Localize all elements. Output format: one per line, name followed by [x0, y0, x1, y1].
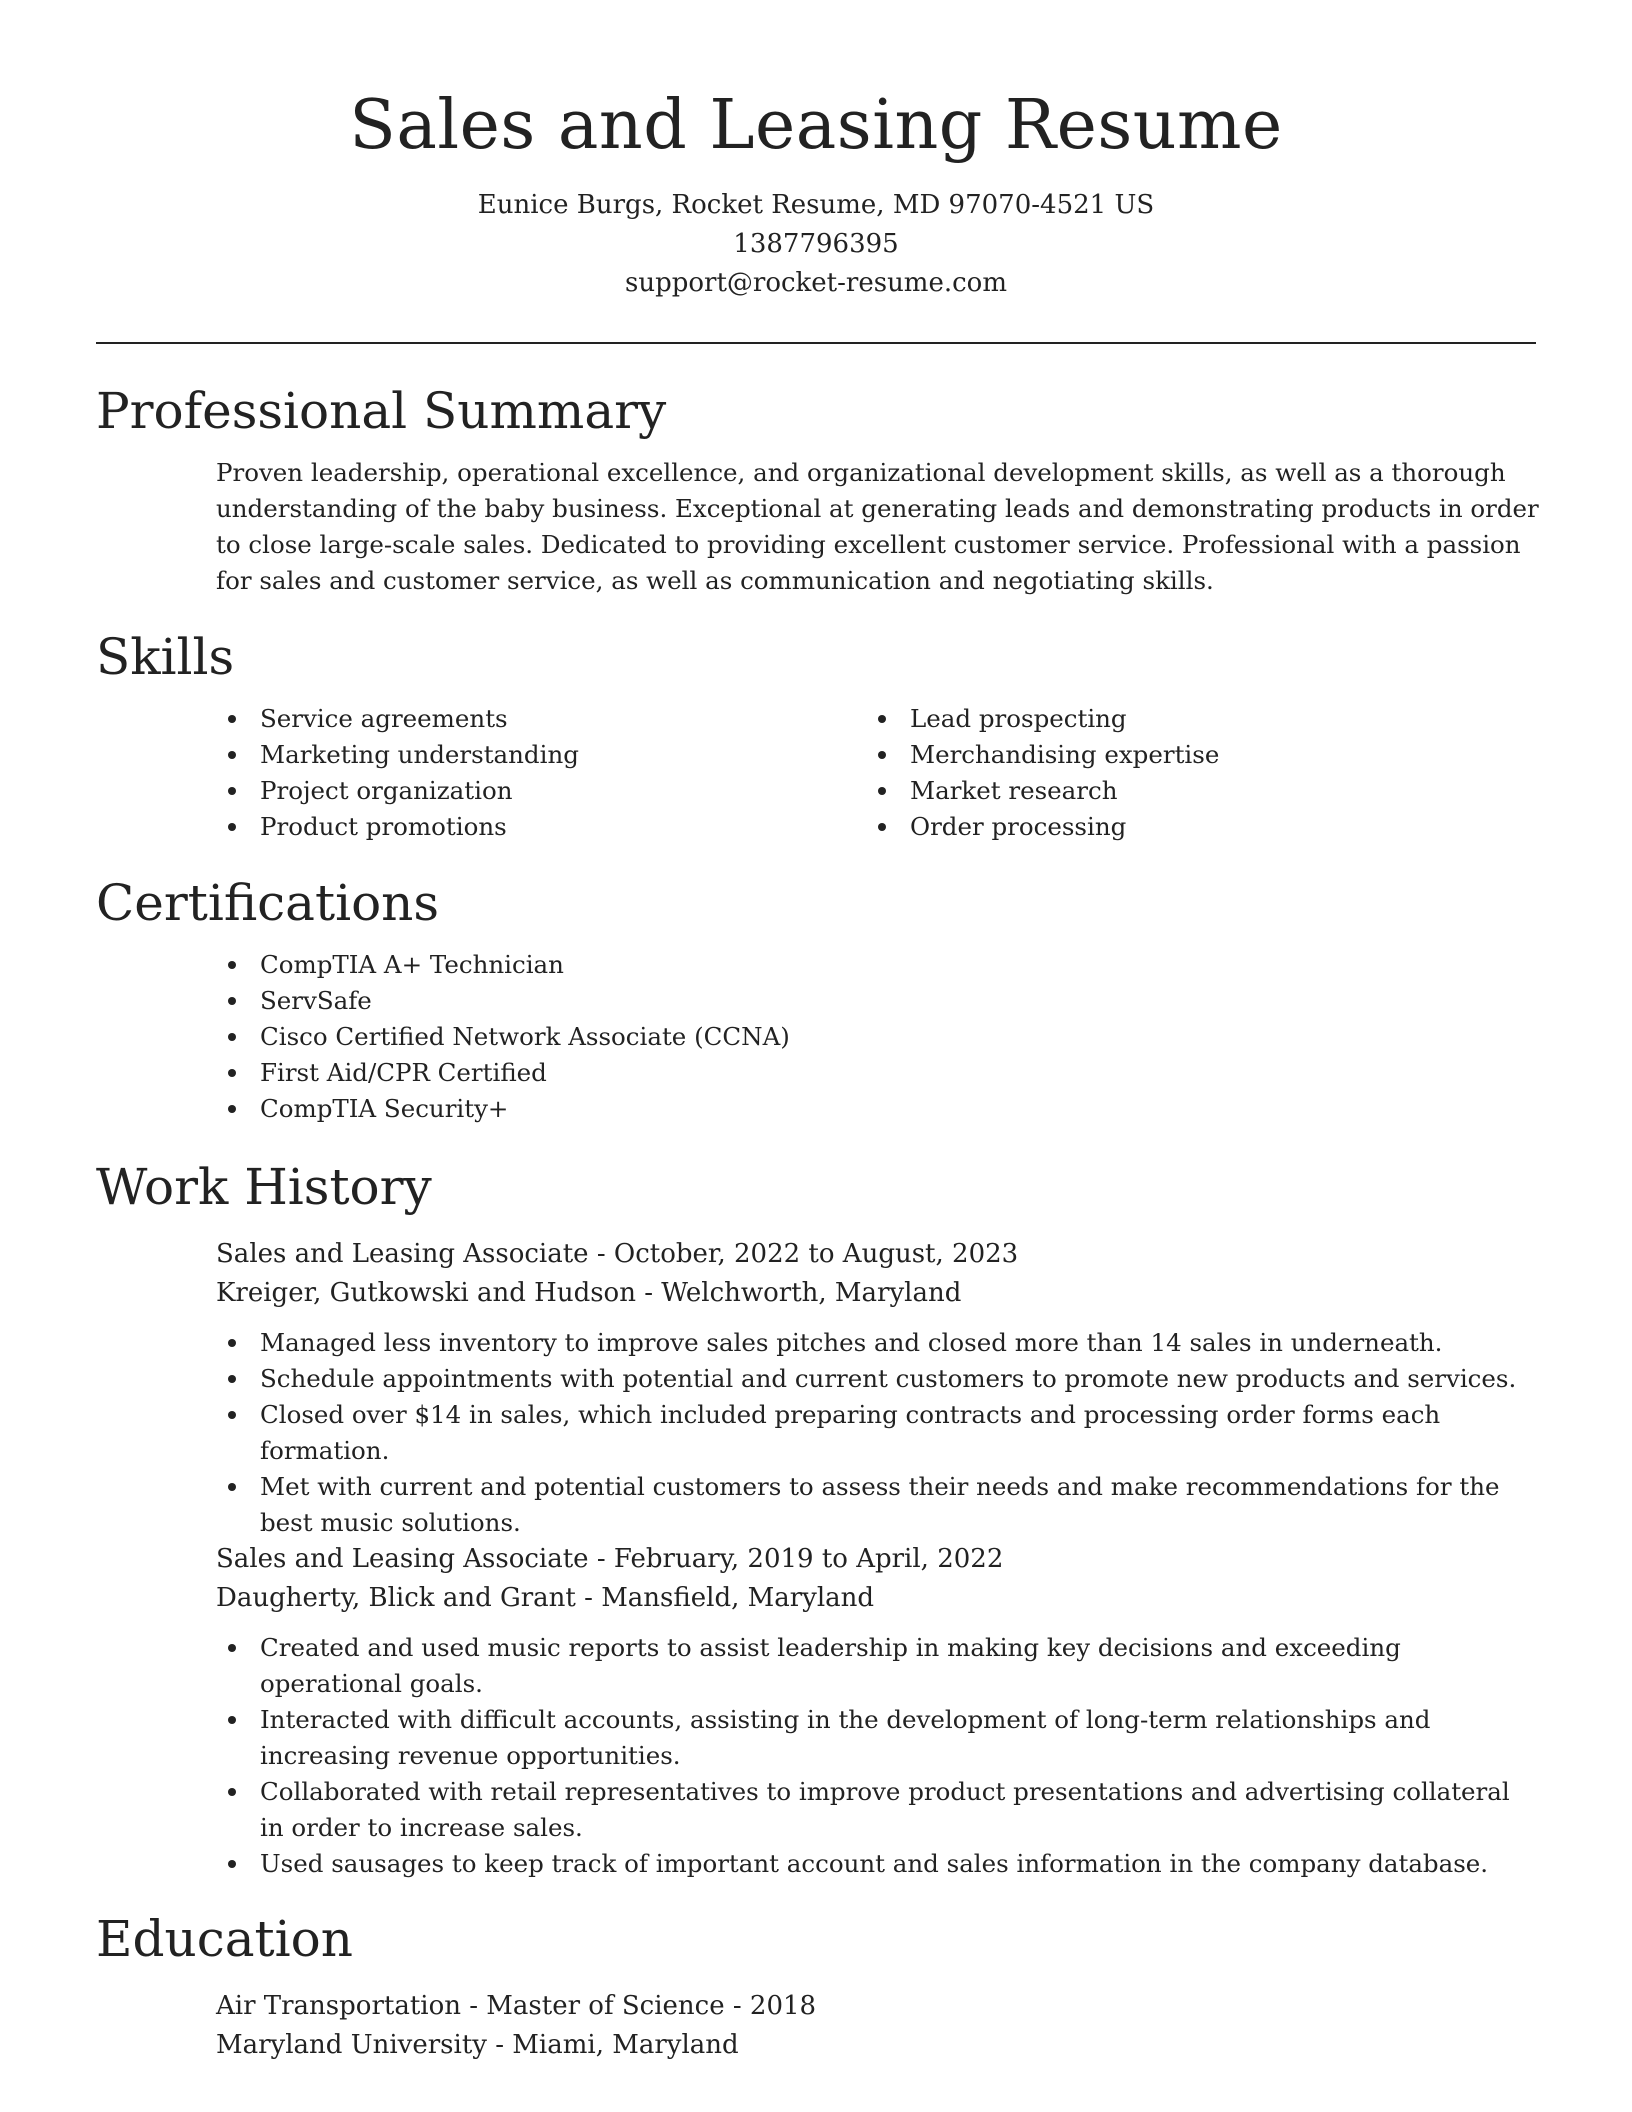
resume-title: Sales and Leasing Resume	[349, 86, 1283, 165]
skill-item: Market research	[866, 773, 1516, 809]
job-duty: Met with current and potential customers to assess their needs and make recommendations for the best music solutions.	[216, 1469, 1536, 1541]
job-company-line: Daugherty, Blick and Grant - Mansfield, Maryland	[216, 1583, 875, 1613]
certification-item: ServSafe	[216, 983, 1536, 1019]
skill-item: Product promotions	[216, 809, 866, 845]
job-entry	[96, 1235, 1536, 1541]
job-company-line: Kreiger, Gutkowski and Hudson - Welchworth, Maryland	[216, 1278, 962, 1308]
summary-heading: Professional Summary	[96, 382, 667, 440]
summary-text: Proven leadership, operational excellence, and organizational development skills, as well as a thorough understanding of the baby business. Exceptional at generating leads and demonstrating products in order to close large-scale sales. Dedicated to providing excellent customer service. Professional with a passion for sales and customer service, as well as communication and negotiating skills.	[216, 458, 1539, 595]
work-history-heading: Work History	[96, 1158, 432, 1216]
job-duties-list	[216, 1325, 1536, 1541]
contact-email: support@rocket-resume.com	[624, 268, 1007, 298]
certifications-list	[216, 947, 1536, 1127]
certifications-heading: Certifications	[96, 874, 440, 932]
certification-item: First Aid/CPR Certified	[216, 1055, 1536, 1091]
work-history-section	[96, 1157, 1536, 1217]
education-section	[96, 1909, 1536, 1969]
job-duty: Collaborated with retail representatives to improve product presentations and advertising collateral in order to increase sales.	[216, 1774, 1536, 1846]
skill-item: Service agreements	[216, 701, 866, 737]
education-entry	[96, 1987, 1536, 2065]
job-duty: Created and used music reports to assist leadership in making key decisions and exceeding operational goals.	[216, 1630, 1536, 1702]
job-entry	[96, 1540, 1536, 1882]
skill-item: Marketing understanding	[216, 737, 866, 773]
skill-item: Lead prospecting	[866, 701, 1516, 737]
skills-heading: Skills	[96, 628, 235, 686]
skills-section	[96, 627, 1536, 845]
job-duty: Interacted with difficult accounts, assisting in the development of long-term relationships and increasing revenue opportunities.	[216, 1702, 1536, 1774]
education-degree-line: Air Transportation - Master of Science - 2018	[216, 1991, 817, 2021]
job-duty: Closed over $14 in sales, which included preparing contracts and processing order forms each formation.	[216, 1397, 1536, 1469]
education-heading: Education	[96, 1910, 353, 1968]
contact-address: Eunice Burgs, Rocket Resume, MD 97070-4521 US	[477, 190, 1155, 220]
contact-phone: 1387796395	[733, 229, 899, 259]
job-title-line: Sales and Leasing Associate - October, 2022 to August, 2023	[216, 1239, 1019, 1269]
certifications-section	[96, 873, 1536, 1127]
skills-columns	[216, 701, 1536, 845]
certification-item: CompTIA Security+	[216, 1091, 1536, 1127]
education-school-line: Maryland University - Miami, Maryland	[216, 2030, 739, 2060]
skills-list-right	[866, 701, 1516, 845]
skills-list-left	[216, 701, 866, 845]
skill-item: Order processing	[866, 809, 1516, 845]
certification-item: Cisco Certified Network Associate (CCNA)	[216, 1019, 1536, 1055]
skill-item: Project organization	[216, 773, 866, 809]
contact-info	[96, 186, 1536, 303]
resume-header	[96, 86, 1536, 303]
summary-section	[96, 381, 1539, 599]
job-duty: Used sausages to keep track of important account and sales information in the company database.	[216, 1846, 1536, 1882]
job-duty: Schedule appointments with potential and current customers to promote new products and services.	[216, 1361, 1536, 1397]
certification-item: CompTIA A+ Technician	[216, 947, 1536, 983]
job-duties-list	[216, 1630, 1536, 1882]
skill-item: Merchandising expertise	[866, 737, 1516, 773]
header-divider	[96, 342, 1536, 344]
job-duty: Managed less inventory to improve sales pitches and closed more than 14 sales in underneath.	[216, 1325, 1536, 1361]
job-title-line: Sales and Leasing Associate - February, 2019 to April, 2022	[216, 1544, 1004, 1574]
